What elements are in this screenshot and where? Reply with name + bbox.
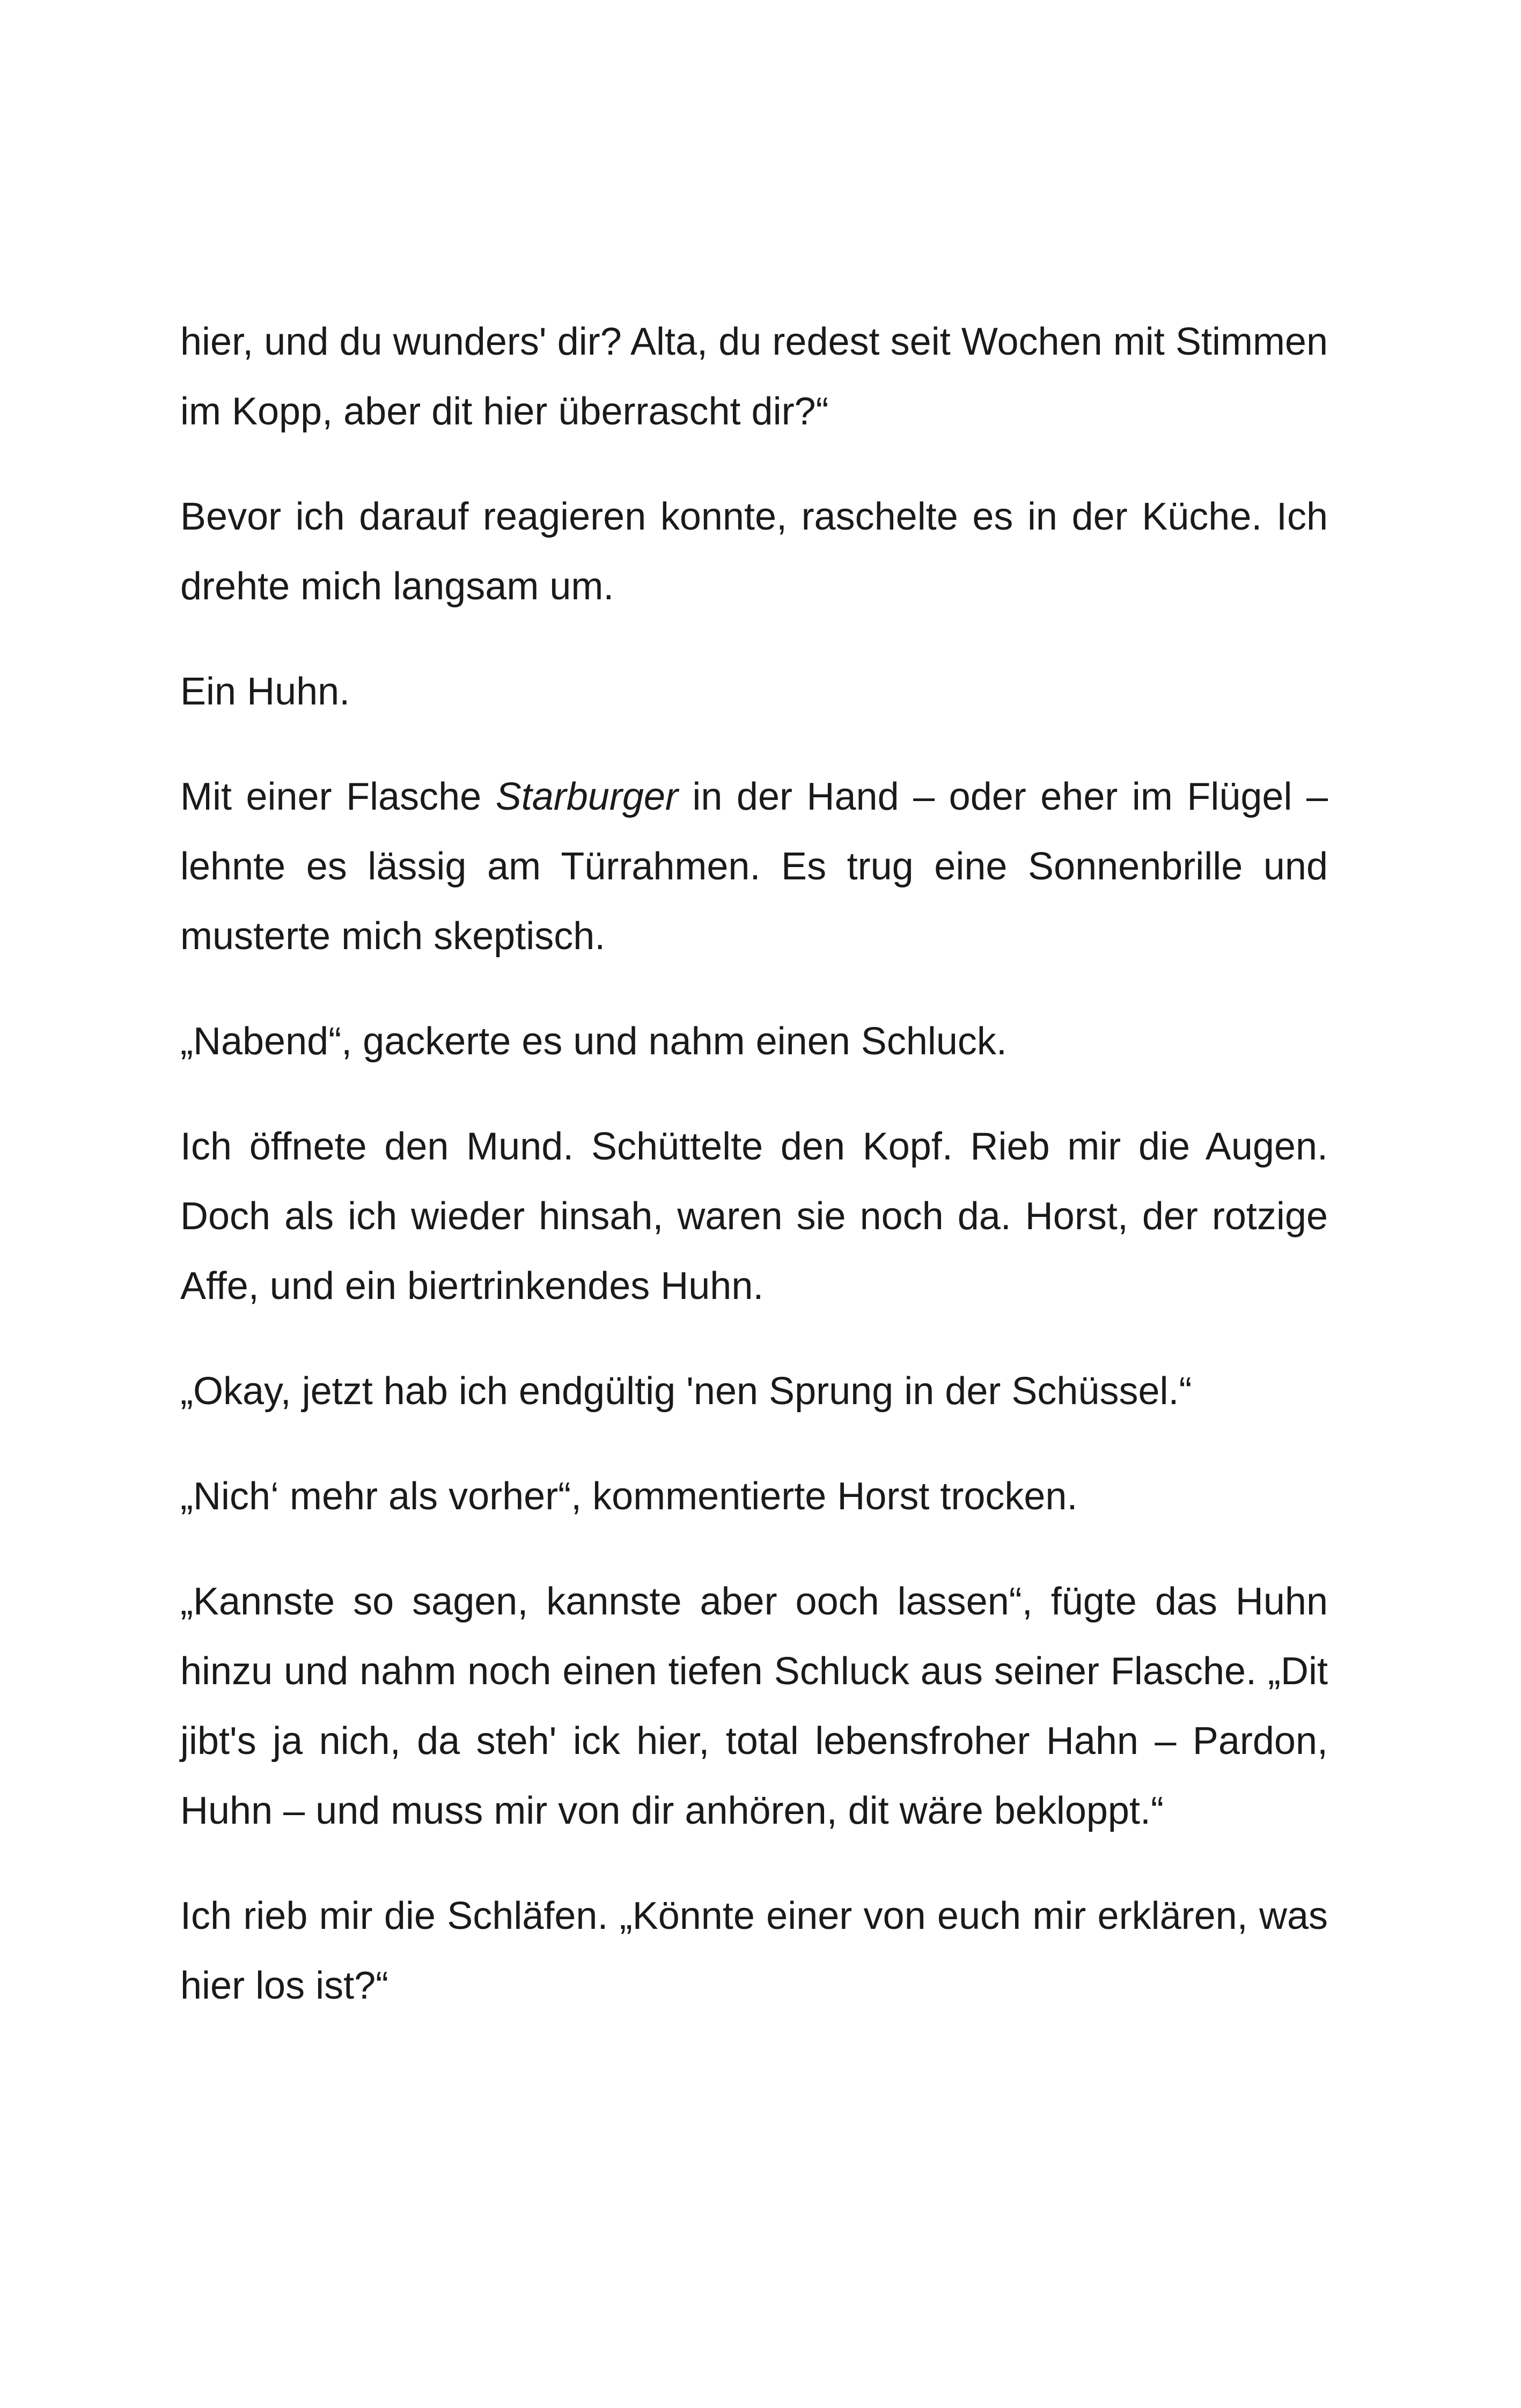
paragraph-10 <box>180 1881 1328 2021</box>
paragraph-text: Ich rieb mir die Schläfen. „Könnte einer von euch mir erklären, was hier los ist?“ <box>180 1895 1328 2007</box>
paragraph-6 <box>180 1112 1328 1321</box>
paragraph-text: Bevor ich darauf reagieren konnte, raschelte es in der Küche. Ich drehte mich langsam um. <box>180 495 1328 608</box>
italic-title: Starburger <box>495 775 678 818</box>
paragraph-text: „Kannste so sagen, kannste aber ooch lassen“, fügte das Huhn hinzu und nahm noch einen tiefen Schluck aus seiner Flasche. „Dit jibt's ja nich, da steh' ick hier, total lebensfroher Hahn – Pardon, Huhn – und muss mir von dir anhören, dit wäre bekloppt.“ <box>180 1580 1328 1832</box>
paragraph-text: hier, und du wunders' dir? Alta, du redest seit Wochen mit Stimmen im Kopp, aber dit hier überrascht dir?“ <box>180 320 1328 433</box>
paragraph-9 <box>180 1567 1328 1846</box>
paragraph-text: Mit einer Flasche <box>180 775 496 818</box>
paragraph-8 <box>180 1462 1328 1531</box>
paragraph-text: in der Hand – oder eher im Flügel – lehnte es lässig am Türrahmen. Es trug eine Sonnenbrille und musterte mich skeptisch. <box>180 775 1328 958</box>
paragraph-3 <box>180 657 1328 726</box>
paragraph-1 <box>180 307 1328 446</box>
paragraph-text: „Okay, jetzt hab ich endgültig 'nen Sprung in der Schüssel.“ <box>180 1370 1192 1413</box>
paragraph-text: Ein Huhn. <box>180 670 350 713</box>
paragraph-7 <box>180 1356 1328 1426</box>
paragraph-5 <box>180 1007 1328 1076</box>
paragraph-2 <box>180 482 1328 621</box>
paragraph-4 <box>180 762 1328 971</box>
paragraph-text: „Nich‘ mehr als vorher“, kommentierte Horst trocken. <box>180 1475 1078 1518</box>
page-text <box>180 307 1328 2021</box>
paragraph-text: Ich öffnete den Mund. Schüttelte den Kopf. Rieb mir die Augen. Doch als ich wieder hinsah, waren sie noch da. Horst, der rotzige Affe, und ein biertrinkendes Huhn. <box>180 1125 1328 1308</box>
paragraph-text: „Nabend“, gackerte es und nahm einen Schluck. <box>180 1020 1007 1063</box>
